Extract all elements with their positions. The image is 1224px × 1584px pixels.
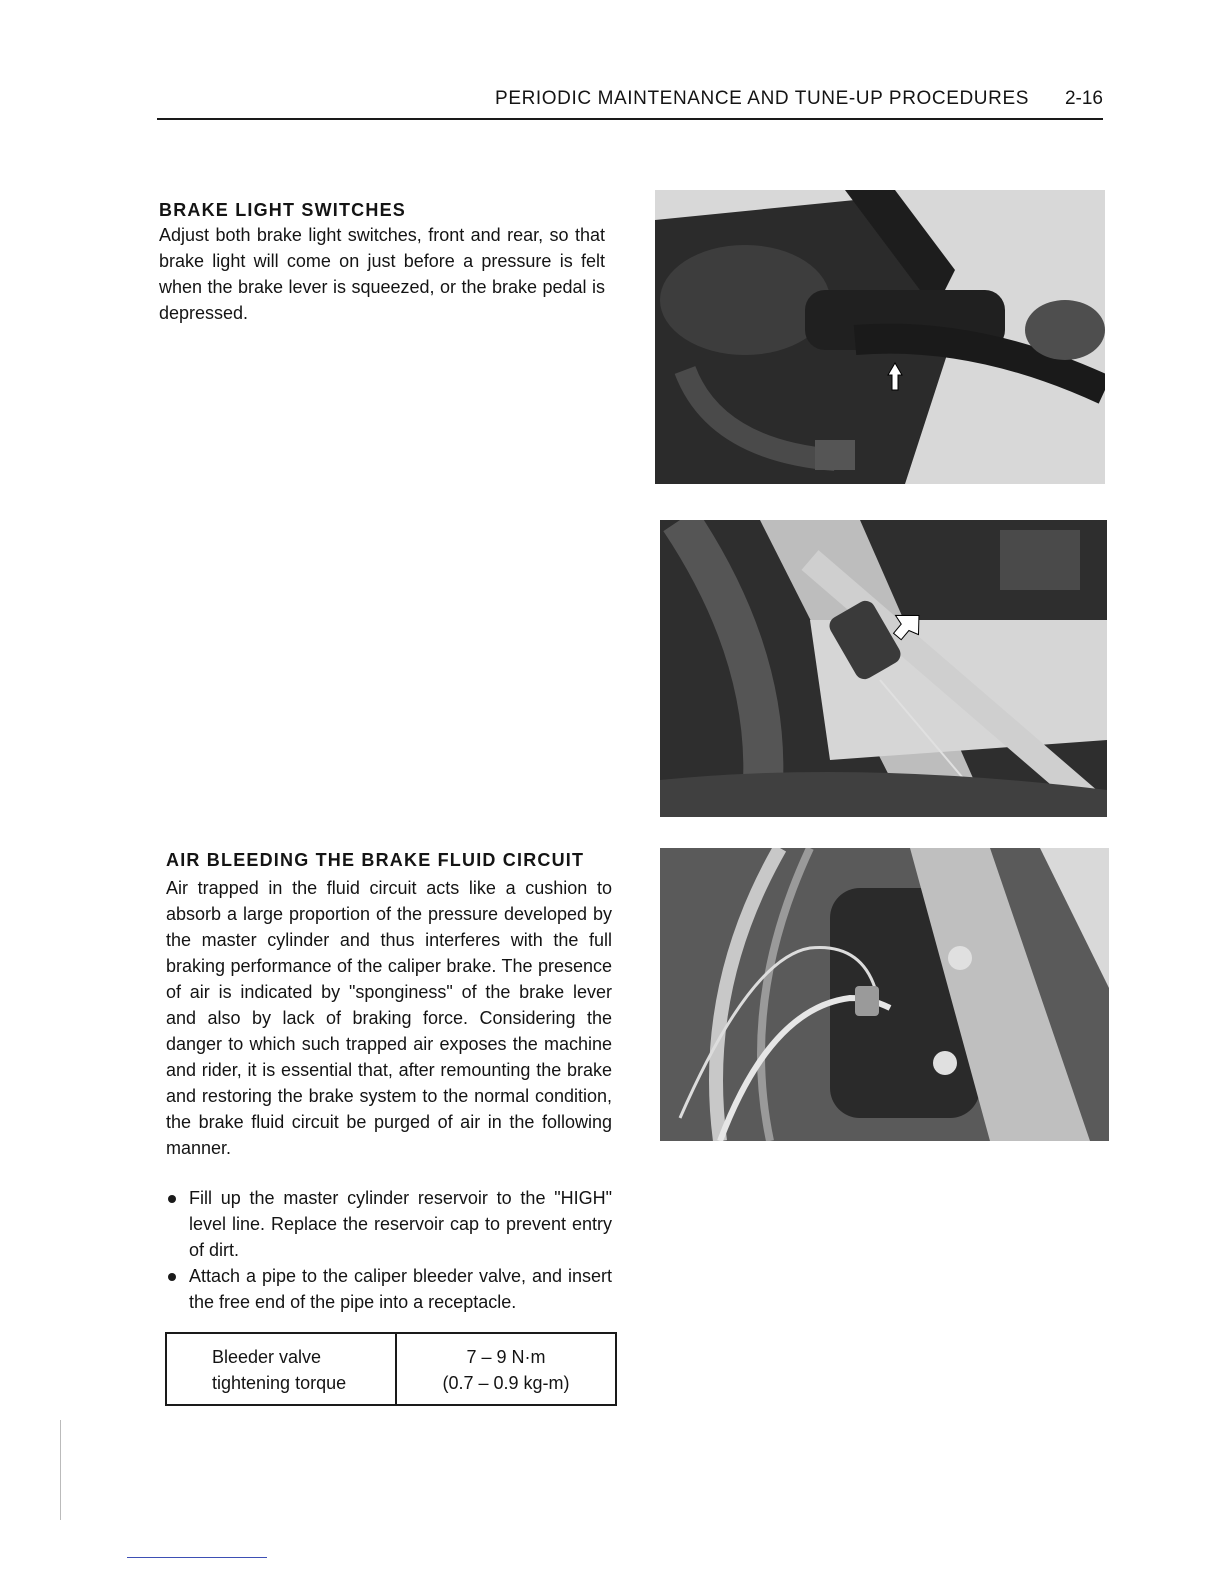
scan-margin-line bbox=[60, 1420, 61, 1520]
rear-brake-switch-illustration bbox=[660, 520, 1107, 817]
spec-value-line: (0.7 – 0.9 kg-m) bbox=[442, 1373, 570, 1393]
air-bleeding-heading: AIR BLEEDING THE BRAKE FLUID CIRCUIT bbox=[166, 850, 585, 870]
rear-brake-switch-photo bbox=[660, 520, 1107, 817]
front-brake-switch-illustration bbox=[655, 190, 1105, 484]
spec-value-line: 7 – 9 N·m bbox=[466, 1347, 546, 1367]
list-item bbox=[166, 1185, 612, 1263]
brake-light-paragraph: Adjust both brake light switches, front and rear, so that brake light will come on just before a pressure is felt when the brake lever is squeezed, or the brake pedal is depressed. bbox=[159, 225, 605, 323]
brake-light-heading: BRAKE LIGHT SWITCHES bbox=[159, 200, 406, 220]
bleeding-steps-list bbox=[166, 1185, 612, 1315]
front-brake-switch-photo bbox=[655, 190, 1105, 484]
bullet-text: Fill up the master cylinder reservoir to the "HIGH" level line. Replace the reservoir cap to prevent entry of dirt. bbox=[189, 1188, 612, 1260]
spec-label-line: Bleeder valve bbox=[212, 1347, 322, 1367]
bullet-icon bbox=[168, 1273, 176, 1281]
spec-value-cell bbox=[397, 1334, 615, 1404]
spec-label-cell bbox=[167, 1334, 397, 1404]
caliper-bleeder-illustration bbox=[660, 848, 1109, 1141]
header-title: PERIODIC MAINTENANCE AND TUNE-UP PROCEDURES bbox=[495, 88, 1029, 109]
list-item bbox=[166, 1263, 612, 1315]
torque-spec-table bbox=[165, 1332, 617, 1406]
air-bleeding-paragraph: Air trapped in the fluid circuit acts like a cushion to absorb a large proportion of the pressure developed by the master cylinder and thus interferes with the full braking performance of the caliper brake. The presence of air is indicated by "sponginess" of the brake lever and also by lack of braking force. Considering the danger to which such trapped air exposes the machine and rider, it is essential that, after remounting the brake and restoring the brake system to the normal condition, the brake fluid circuit be purged of air in the following manner. bbox=[166, 878, 612, 1158]
page-number: 2-16 bbox=[1064, 88, 1103, 109]
caliper-bleeder-photo bbox=[660, 848, 1109, 1141]
bullet-text: Attach a pipe to the caliper bleeder valve, and insert the free end of the pipe into a receptacle. bbox=[189, 1266, 612, 1312]
bullet-icon bbox=[168, 1195, 176, 1203]
page-header bbox=[157, 84, 1103, 120]
spec-label-line: tightening torque bbox=[212, 1373, 347, 1393]
footer-underline bbox=[127, 1557, 267, 1558]
